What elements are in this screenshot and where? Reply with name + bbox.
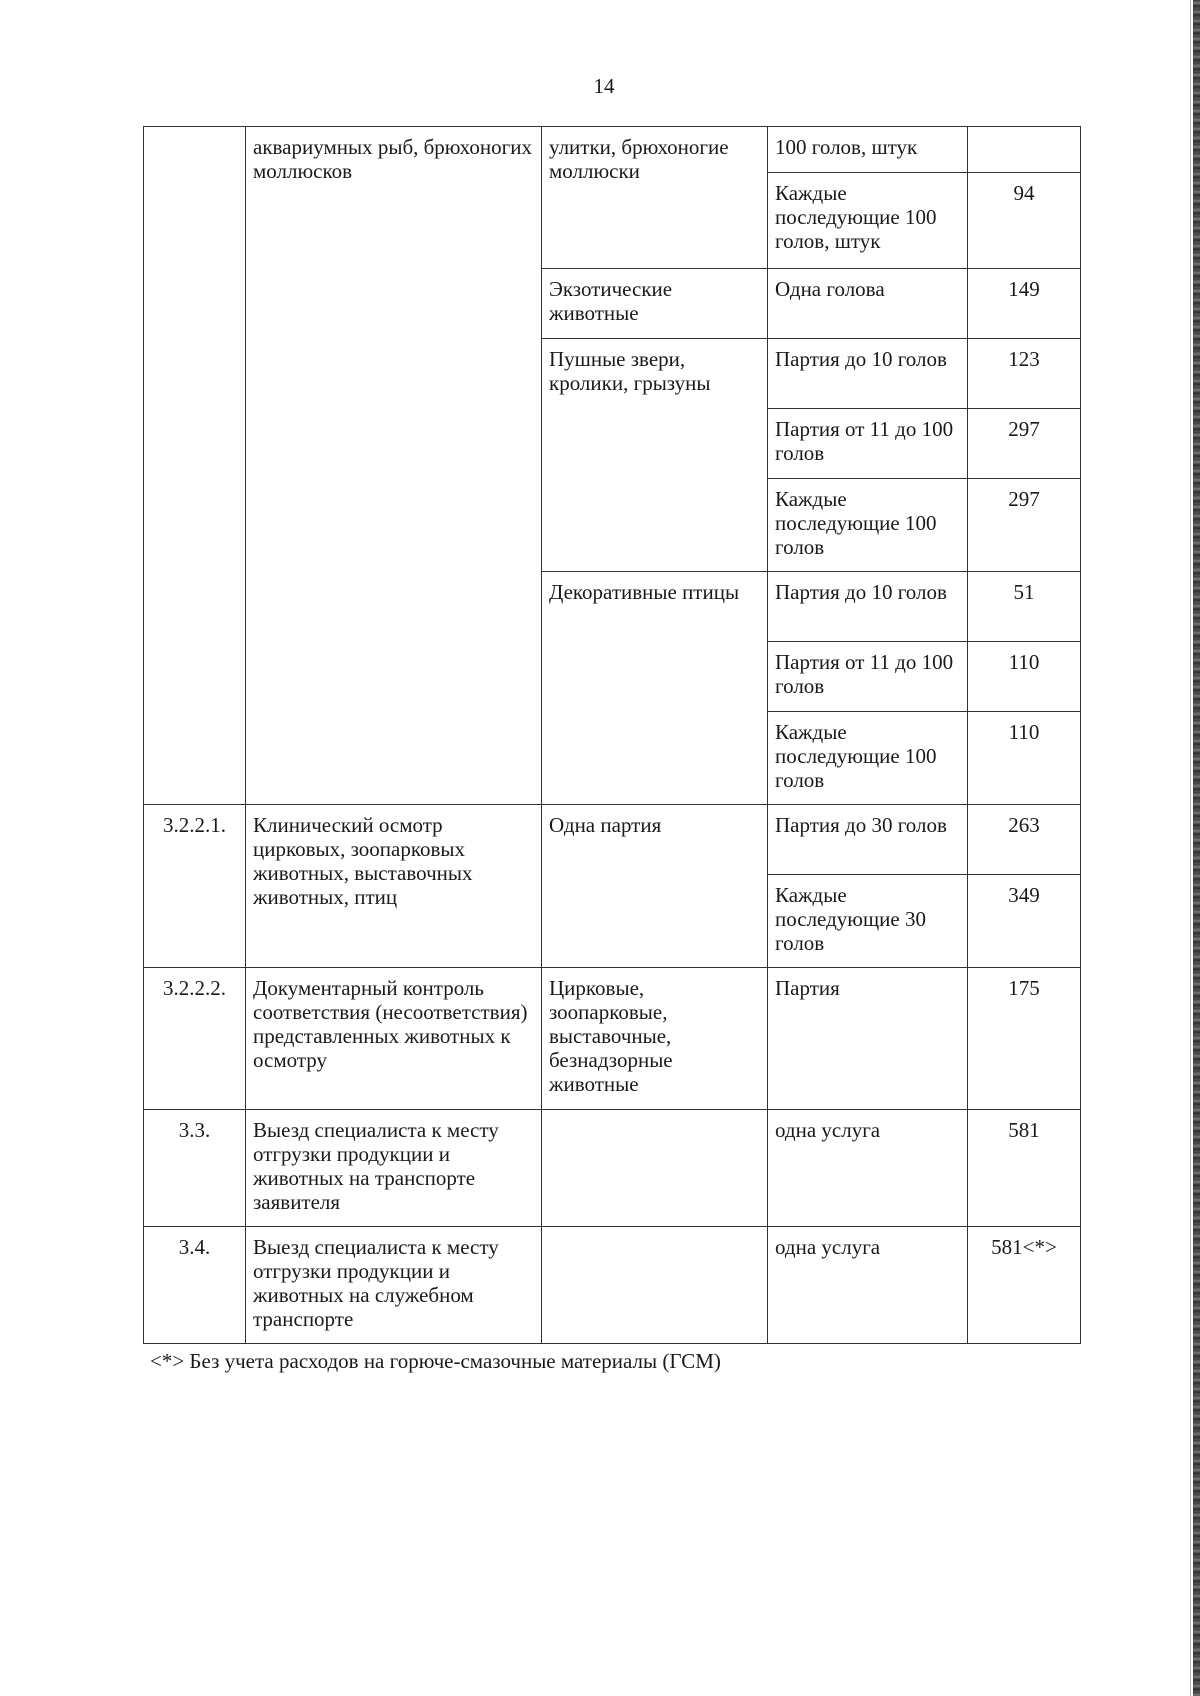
price-cell: 297 (968, 479, 1081, 572)
scan-edge-line (1190, 0, 1191, 1696)
item-number-cell: 3.4. (144, 1227, 246, 1344)
unit-cell: Партия до 10 голов (768, 339, 968, 409)
unit-cell: Партия (768, 968, 968, 1110)
item-description-cell: Клинический осмотр цирковых, зоопарковых животных, выставочных животных, птиц (246, 805, 542, 968)
price-cell: 110 (968, 642, 1081, 712)
price-cell: 297 (968, 409, 1081, 479)
category-cell: Декоративные птицы (542, 572, 768, 805)
table-row (144, 968, 1081, 1110)
unit-cell: Одна голова (768, 269, 968, 339)
category-cell: Одна партия (542, 805, 768, 968)
price-cell: 149 (968, 269, 1081, 339)
footnote: <*> Без учета расходов на горюче-смазочные материалы (ГСМ) (150, 1349, 721, 1373)
category-cell: Экзотические животные (542, 269, 768, 339)
scan-edge (1193, 0, 1200, 1696)
item-description-cell: Выезд специалиста к месту отгрузки продукции и животных на транспорте заявителя (246, 1110, 542, 1227)
unit-cell: одна услуга (768, 1110, 968, 1227)
category-cell: улитки, брюхоногие моллюски (542, 127, 768, 269)
item-number-cell (144, 127, 246, 805)
price-cell: 175 (968, 968, 1081, 1110)
unit-cell: Каждые последующие 100 голов, штук (768, 173, 968, 269)
item-description-cell: аквариумных рыб, брюхоногих моллюсков (246, 127, 542, 805)
table-row (144, 1227, 1081, 1344)
price-cell (968, 127, 1081, 173)
unit-cell: Партия до 30 голов (768, 805, 968, 875)
unit-cell: Каждые последующие 100 голов (768, 712, 968, 805)
price-cell: 94 (968, 173, 1081, 269)
tariff-table (143, 126, 1081, 1344)
item-description-cell: Документарный контроль соответствия (несоответствия) представленных животных к осмотру (246, 968, 542, 1110)
table-row (144, 1110, 1081, 1227)
item-number-cell: 3.3. (144, 1110, 246, 1227)
unit-cell: Партия от 11 до 100 голов (768, 642, 968, 712)
unit-cell: Партия до 10 голов (768, 572, 968, 642)
unit-cell: Каждые последующие 30 голов (768, 875, 968, 968)
category-cell (542, 1110, 768, 1227)
price-cell: 349 (968, 875, 1081, 968)
item-description-cell: Выезд специалиста к месту отгрузки продукции и животных на служебном транспорте (246, 1227, 542, 1344)
price-cell: 51 (968, 572, 1081, 642)
unit-cell: одна услуга (768, 1227, 968, 1344)
price-cell: 263 (968, 805, 1081, 875)
price-cell: 581<*> (968, 1227, 1081, 1344)
category-cell: Пушные звери, кролики, грызуны (542, 339, 768, 572)
price-cell: 110 (968, 712, 1081, 805)
table-row (144, 127, 1081, 173)
item-number-cell: 3.2.2.1. (144, 805, 246, 968)
page-number: 14 (593, 74, 615, 98)
unit-cell: 100 голов, штук (768, 127, 968, 173)
category-cell (542, 1227, 768, 1344)
category-cell: Цирковые, зоопарковые, выставочные, безнадзорные животные (542, 968, 768, 1110)
unit-cell: Каждые последующие 100 голов (768, 479, 968, 572)
unit-cell: Партия от 11 до 100 голов (768, 409, 968, 479)
price-cell: 581 (968, 1110, 1081, 1227)
price-cell: 123 (968, 339, 1081, 409)
item-number-cell: 3.2.2.2. (144, 968, 246, 1110)
table-row (144, 805, 1081, 875)
